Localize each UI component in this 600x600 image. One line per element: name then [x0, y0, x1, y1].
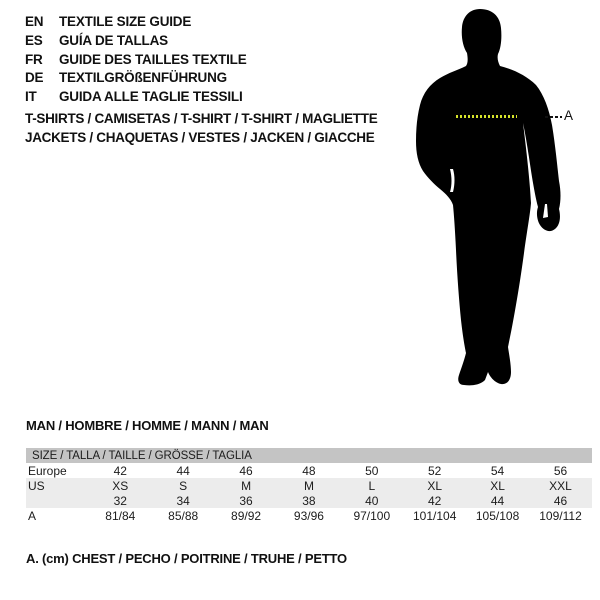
size-table-header-row — [26, 448, 592, 463]
measurement-footnote: A. (cm) CHEST / PECHO / POITRINE / TRUHE / PETTO — [26, 551, 347, 566]
size-cell: 34 — [152, 493, 215, 508]
size-table-row — [26, 508, 592, 523]
size-cell: 52 — [428, 463, 442, 478]
language-title: GUIDA ALLE TAGLIE TESSILI — [59, 89, 243, 105]
size-cell: S — [152, 478, 215, 493]
measure-callout-dash — [545, 116, 562, 118]
size-cell: 105/108 — [475, 508, 520, 523]
measure-label-a: A — [564, 108, 574, 123]
language-row — [25, 88, 247, 107]
language-title: GUÍA DE TALLAS — [59, 32, 168, 48]
language-title: TEXTILGRÖßENFÜHRUNG — [59, 70, 227, 86]
size-cell: 36 — [215, 493, 278, 508]
size-cell: L — [340, 478, 403, 493]
language-code: DE — [25, 70, 44, 86]
size-cell: M — [278, 478, 341, 493]
size-cell: 101/104 — [412, 508, 457, 523]
row-label: US — [26, 478, 89, 493]
size-cell: XS — [89, 478, 152, 493]
language-code: ES — [25, 32, 43, 48]
size-table-row — [26, 493, 592, 508]
size-cell: M — [215, 478, 278, 493]
size-table-header: SIZE / TALLA / TAILLE / GRÖSSE / TAGLIA — [26, 448, 592, 463]
size-cell: 46 — [529, 493, 592, 508]
row-label — [26, 493, 89, 508]
size-cell: 89/92 — [231, 508, 262, 523]
size-table — [26, 448, 592, 523]
size-cell: 93/96 — [293, 508, 324, 523]
language-row — [25, 32, 247, 51]
size-cell: XL — [403, 478, 466, 493]
size-cell: 42 — [113, 463, 127, 478]
language-code: IT — [25, 89, 37, 105]
size-cell: 54 — [490, 463, 505, 478]
size-cell: 81/84 — [105, 508, 136, 523]
size-table-row — [26, 478, 592, 493]
section-title-man: MAN / HOMBRE / HOMME / MANN / MAN — [26, 418, 269, 433]
size-cell: XXL — [529, 478, 592, 493]
man-silhouette — [410, 5, 570, 390]
row-label: A — [28, 508, 37, 523]
man-figure — [410, 5, 570, 390]
size-cell: 85/88 — [168, 508, 199, 523]
garment-type-list — [25, 109, 377, 147]
size-cell: 32 — [89, 493, 152, 508]
size-cell: 109/112 — [539, 508, 582, 523]
language-row — [25, 13, 247, 32]
row-label: Europe — [28, 463, 67, 478]
chest-measure-dotted-line — [456, 115, 517, 118]
language-row — [25, 51, 247, 70]
garment-line-jackets: JACKETS / CHAQUETAS / VESTES / JACKEN / GIACCHE — [25, 130, 375, 145]
size-cell: 44 — [466, 493, 529, 508]
size-cell: 40 — [340, 493, 403, 508]
size-cell: 50 — [365, 463, 379, 478]
size-cell: 42 — [403, 493, 466, 508]
size-cell: 97/100 — [353, 508, 391, 523]
language-row — [25, 69, 247, 88]
garment-line-tshirts: T-SHIRTS / CAMISETAS / T-SHIRT / T-SHIRT / MAGLIETTE — [25, 111, 378, 126]
language-code: FR — [25, 51, 43, 67]
size-cell: 48 — [302, 463, 316, 478]
size-cell: 56 — [553, 463, 568, 478]
language-list — [25, 13, 247, 107]
size-cell: 38 — [278, 493, 341, 508]
language-code: EN — [25, 14, 44, 29]
language-title: TEXTILE SIZE GUIDE — [59, 14, 192, 29]
size-cell: 46 — [239, 463, 253, 478]
size-table-row — [26, 463, 592, 478]
language-title: GUIDE DES TAILLES TEXTILE — [59, 51, 247, 67]
size-cell: XL — [466, 478, 529, 493]
size-cell: 44 — [176, 463, 190, 478]
